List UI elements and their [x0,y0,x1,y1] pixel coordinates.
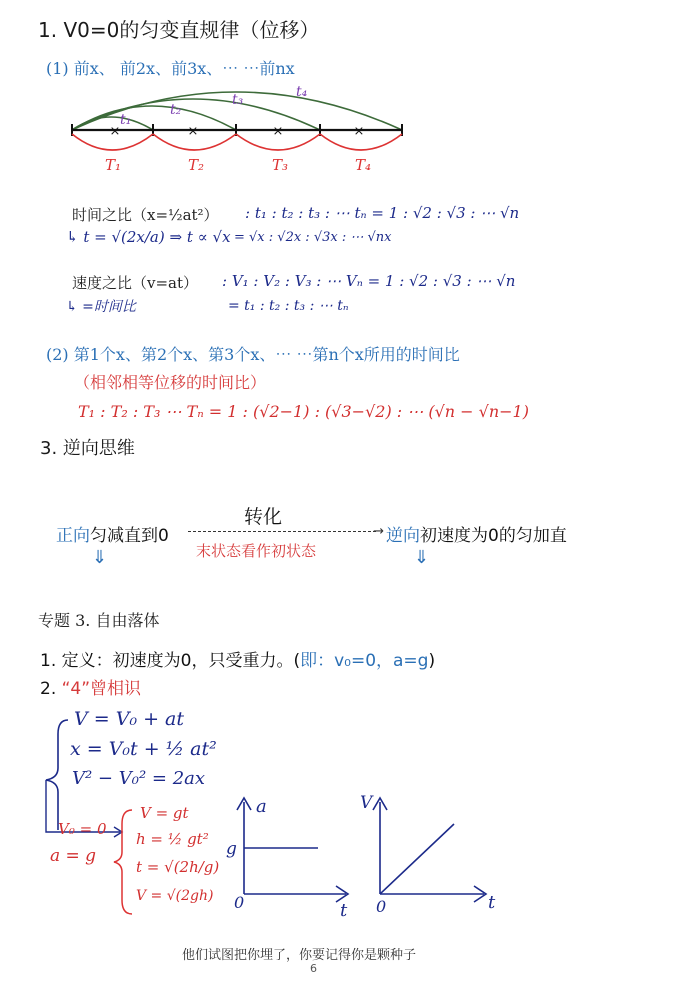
transform-label: 转化 [244,506,283,528]
condition-v0: V₀ = 0 [58,820,107,838]
speed-ratio-hand-2: ↳ =时间比 [66,299,136,315]
vt-origin: 0 [376,897,387,916]
free-fall-time: t = √(2h/g) [136,858,220,876]
section3-title: 3. 逆向思维 [40,438,135,459]
time-ratio-hand-3: = √x : √2x : √3x : ⋯ √nx [234,230,392,245]
page-number: 6 [310,962,317,975]
topic3-title: 专题 3. 自由落体 [38,611,160,630]
footer-quote: 他们试图把你埋了，你要记得你是颗种子 [182,948,417,963]
svg-text:×: × [272,124,284,139]
free-fall-height: h = ½ gt² [136,830,209,848]
transform-arrow: → [188,522,384,538]
svg-text:×: × [187,124,199,139]
speed-ratio-label: 速度之比（v=at） [72,274,199,292]
speed-ratio-hand-3: = t₁ : t₂ : t₃ : ⋯ tₙ [228,298,349,314]
forward-desc: 匀减直到0 [90,526,169,546]
definition-close: ) [428,651,436,671]
vt-line [380,824,454,894]
forward-label: 正向 [56,526,90,546]
t4-label: t₄ [296,84,308,100]
equation-velocity-square: V² − V₀² = 2ax [72,768,206,789]
end-as-start-note: 末状态看作初状态 [196,542,317,560]
down-arrow-right: ⇓ [414,547,430,568]
time-ratio-hand-2: ↳ t = √(2x/a) ⇒ t ∝ √x [66,228,231,246]
definition-line [40,646,435,671]
T3-label: T₃ [272,156,289,174]
equation-displacement: x = V₀t + ½ at² [70,738,217,760]
vt-x-label: t [488,892,496,913]
familiar-title: “4”曾相识 [61,679,142,699]
svg-text:×: × [109,124,121,139]
adjacent-note: （相邻相等位移的时间比） [74,373,267,392]
t1-label: t₁ [120,112,132,128]
svg-text:×: × [353,124,365,139]
at-x-label: t [340,900,348,921]
subheading-first-nx: (1) 前x、 前2x、前3x、⋯ ⋯前nx [46,59,295,78]
vt-y-label: V [360,793,373,813]
T-ratio-hand: T₁ : T₂ : T₃ ⋯ Tₙ = 1 : (√2−1) : (√3−√2) : ⋯ (√n − √n−1) [78,402,529,421]
reverse-label: 逆向 [386,526,420,546]
definition-condition: 即：v₀=0，a=g [300,651,429,671]
T2-label: T₂ [188,156,205,174]
free-fall-velocity: V = gt [140,804,189,822]
at-graph [222,790,362,922]
free-fall-brace [112,806,136,918]
definition-text: 1. 定义：初速度为0，只受重力。( [40,651,301,671]
segment-diagram [60,74,420,184]
speed-ratio-hand-1: : V₁ : V₂ : V₃ : ⋯ Vₙ = 1 : √2 : √3 : ⋯ √n [222,272,516,290]
at-g-label: g [226,839,237,859]
section1-title: 1. V0=0的匀变直规律（位移） [38,18,320,42]
reverse-desc: 初速度为0的匀加直 [420,526,567,546]
equation-velocity: V = V₀ + at [74,708,185,730]
at-origin: 0 [234,893,245,912]
t3-label: t₃ [232,92,244,108]
familiar-line [40,674,141,699]
subheading-nth-x: (2) 第1个x、第2个x、第3个x、⋯ ⋯第n个x所用的时间比 [46,345,460,364]
T4-label: T₄ [355,156,372,174]
down-arrow-left: ⇓ [92,547,108,568]
condition-a: a = g [50,846,97,866]
forward-line [56,521,169,546]
T1-label: T₁ [105,156,122,174]
at-y-label: a [256,796,267,817]
free-fall-velocity-height: V = √(2gh) [136,888,214,904]
vt-graph [354,790,504,922]
familiar-prefix: 2. [40,679,62,699]
time-ratio-hand-1: : t₁ : t₂ : t₃ : ⋯ tₙ = 1 : √2 : √3 : ⋯ √n [245,204,520,222]
time-ratio-label: 时间之比（x=½at²） [72,206,219,224]
t2-label: t₂ [170,102,182,118]
reverse-line [386,521,567,546]
